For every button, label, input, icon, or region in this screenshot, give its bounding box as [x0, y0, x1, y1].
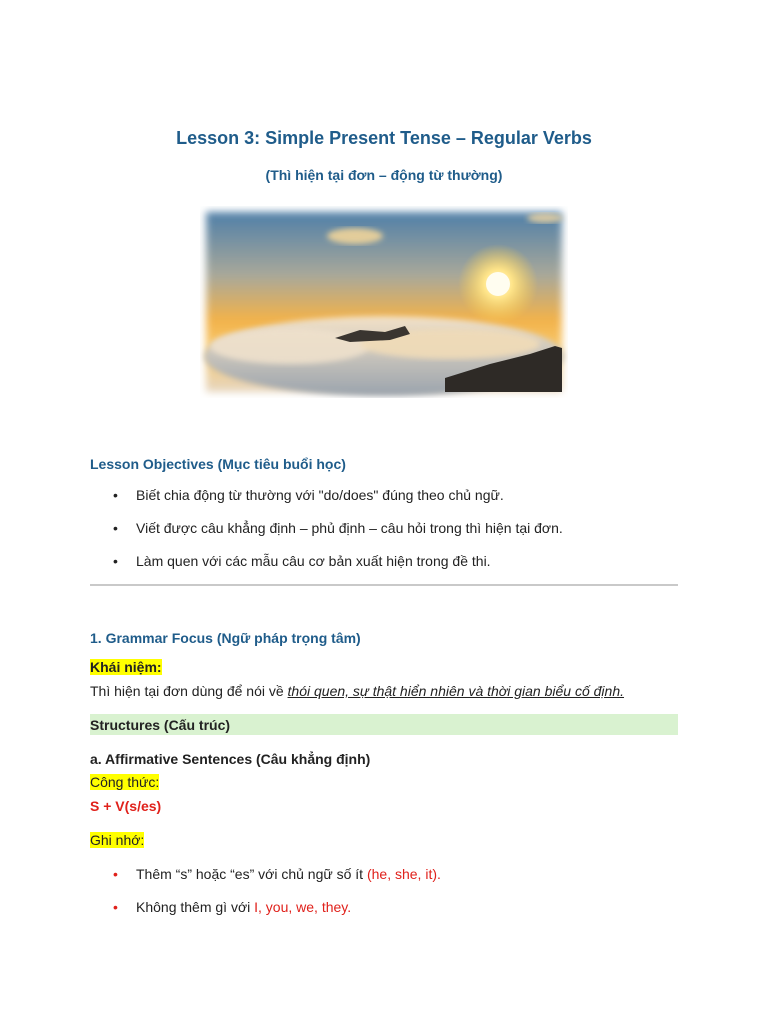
- list-item: • Làm quen với các mẫu câu cơ bản xuất hiện trong đề thi.: [113, 553, 491, 569]
- formula-text: S + V(s/es): [90, 798, 162, 814]
- formula-label: Công thức:: [90, 774, 160, 790]
- list-item: • Biết chia động từ thường với "do/does" đúng theo chủ ngữ.: [113, 487, 504, 503]
- bullet-icon: •: [113, 899, 118, 915]
- sunrise-over-clouds-photo: [200, 206, 568, 398]
- list-item: • Viết được câu khẳng định – phủ định – câu hỏi trong thì hiện tại đơn.: [113, 520, 563, 536]
- objectives-list: [90, 486, 563, 585]
- bullet-icon: •: [113, 866, 118, 882]
- structures-label: Structures (Cấu trúc): [90, 717, 231, 733]
- affirmative-heading: a. Affirmative Sentences (Câu khẳng định): [90, 751, 371, 767]
- list-item: • Thêm “s” hoặc “es” với chủ ngữ số ít (he, she, it).: [113, 866, 441, 882]
- note-label: Ghi nhớ:: [90, 832, 145, 848]
- grammar-heading: 1. Grammar Focus (Ngữ pháp trọng tâm): [90, 630, 361, 646]
- concept-emphasis: thói quen, sự thật hiển nhiên và thời gian biểu cố định.: [287, 683, 625, 699]
- concept-label: Khái niệm:: [90, 659, 162, 675]
- objectives-heading: Lesson Objectives (Mục tiêu buổi học): [90, 456, 346, 472]
- lesson-subtitle: (Thì hiện tại đơn – động từ thường): [265, 167, 503, 183]
- list-item: • Không thêm gì với I, you, we, they.: [113, 899, 352, 915]
- bullet-icon: •: [113, 520, 118, 536]
- lesson-title: Lesson 3: Simple Present Tense – Regular Verbs: [176, 128, 592, 148]
- bullet-icon: •: [113, 487, 118, 503]
- notes-list: [90, 865, 441, 931]
- bullet-icon: •: [113, 553, 118, 569]
- section-divider: [90, 584, 678, 586]
- concept-text: Thì hiện tại đơn dùng để nói về thói quen, sự thật hiển nhiên và thời gian biểu cố định.: [90, 683, 625, 699]
